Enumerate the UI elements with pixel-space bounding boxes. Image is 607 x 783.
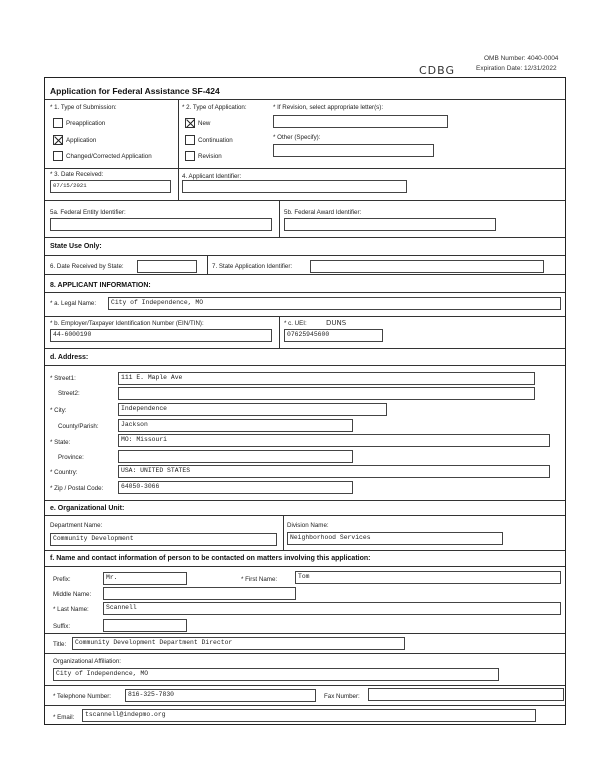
checkbox-application[interactable] bbox=[53, 135, 63, 145]
department-field[interactable]: Community Development bbox=[50, 533, 277, 546]
federal-entity-label: 5a. Federal Entity Identifier: bbox=[50, 209, 126, 216]
state-field[interactable]: MO: Missouri bbox=[118, 434, 550, 447]
form-title: Application for Federal Assistance SF-424 bbox=[50, 86, 220, 96]
other-specify-label: * Other (Specify): bbox=[273, 134, 321, 141]
checkbox-continuation[interactable] bbox=[185, 135, 195, 145]
county-label: County/Parish: bbox=[58, 423, 99, 430]
street2-label: Street2: bbox=[58, 390, 80, 397]
last-name-field[interactable]: Scannell bbox=[103, 602, 561, 615]
province-label: Province: bbox=[58, 454, 84, 461]
checkbox-changed-corrected[interactable] bbox=[53, 151, 63, 161]
option-preapplication: Preapplication bbox=[66, 120, 106, 127]
street1-label: * Street1: bbox=[50, 375, 76, 382]
street2-field[interactable] bbox=[118, 387, 535, 400]
omb-number: OMB Number: 4040-0004 bbox=[484, 55, 559, 62]
fax-field[interactable] bbox=[368, 688, 564, 701]
zip-label: * Zip / Postal Code: bbox=[50, 485, 104, 492]
legal-name-field[interactable]: City of Independence, MO bbox=[108, 297, 561, 310]
city-field[interactable]: Independence bbox=[118, 403, 387, 416]
federal-award-field[interactable] bbox=[284, 218, 496, 231]
uei-field[interactable]: 07625945600 bbox=[284, 329, 383, 342]
state-label: * State: bbox=[50, 439, 71, 446]
expiration-date: Expiration Date: 12/31/2022 bbox=[476, 65, 557, 72]
date-by-state-label: 6. Date Received by State: bbox=[50, 263, 124, 270]
application-type-label: * 2. Type of Application: bbox=[182, 104, 247, 111]
applicant-info-heading: 8. APPLICANT INFORMATION: bbox=[50, 282, 151, 289]
title-label: Title: bbox=[53, 641, 67, 648]
handwritten-note: CDBG bbox=[419, 64, 456, 77]
option-continuation: Continuation bbox=[198, 137, 233, 144]
applicant-identifier-label: 4. Applicant Identifier: bbox=[182, 173, 242, 180]
affiliation-field[interactable]: City of Independence, MO bbox=[53, 668, 499, 681]
ein-label: * b. Employer/Taxpayer Identification Number (EIN/TIN): bbox=[50, 320, 204, 327]
department-label: Department Name: bbox=[50, 522, 103, 529]
checkbox-revision[interactable] bbox=[185, 151, 195, 161]
applicant-identifier-field[interactable] bbox=[182, 180, 407, 193]
first-name-label: * First Name: bbox=[241, 576, 278, 583]
prefix-label: Prefix: bbox=[53, 576, 71, 583]
ein-field[interactable]: 44-6000190 bbox=[50, 329, 272, 342]
checkbox-new[interactable] bbox=[185, 118, 195, 128]
fax-label: Fax Number: bbox=[324, 693, 360, 700]
date-received-field[interactable]: 07/15/2021 bbox=[50, 180, 171, 193]
country-label: * Country: bbox=[50, 469, 78, 476]
division-field[interactable]: Neighborhood Services bbox=[287, 532, 503, 545]
middle-name-label: Middle Name: bbox=[53, 591, 92, 598]
federal-award-label: 5b. Federal Award Identifier: bbox=[284, 209, 362, 216]
revision-letter-field[interactable] bbox=[273, 115, 448, 128]
uei-handwritten-note: DUNS bbox=[326, 319, 347, 327]
zip-field[interactable]: 64050-3066 bbox=[118, 481, 353, 494]
uei-label: * c. UEI: bbox=[284, 320, 307, 327]
last-name-label: * Last Name: bbox=[53, 606, 89, 613]
option-application: Application bbox=[66, 137, 97, 144]
federal-entity-field[interactable] bbox=[50, 218, 272, 231]
county-field[interactable]: Jackson bbox=[118, 419, 353, 432]
option-revision: Revision bbox=[198, 153, 222, 160]
province-field[interactable] bbox=[118, 450, 353, 463]
suffix-field[interactable] bbox=[103, 619, 187, 632]
state-use-heading: State Use Only: bbox=[50, 243, 102, 250]
option-new: New bbox=[198, 120, 211, 127]
state-app-id-label: 7. State Application Identifier: bbox=[212, 263, 293, 270]
phone-field[interactable]: 816-325-7830 bbox=[125, 689, 316, 702]
division-label: Division Name: bbox=[287, 522, 329, 529]
street1-field[interactable]: 111 E. Maple Ave bbox=[118, 372, 535, 385]
option-changed-corrected: Changed/Corrected Application bbox=[66, 153, 152, 160]
middle-name-field[interactable] bbox=[103, 587, 296, 600]
revision-letter-label: * If Revision, select appropriate letter(s): bbox=[273, 104, 384, 111]
legal-name-label: * a. Legal Name: bbox=[50, 300, 97, 307]
org-unit-heading: e. Organizational Unit: bbox=[50, 505, 125, 512]
sf424-form bbox=[44, 77, 566, 725]
date-by-state-field[interactable] bbox=[137, 260, 197, 273]
city-label: * City: bbox=[50, 407, 67, 414]
submission-type-label: * 1. Type of Submission: bbox=[50, 104, 117, 111]
country-field[interactable]: USA: UNITED STATES bbox=[118, 465, 550, 478]
affiliation-label: Organizational Affiliation: bbox=[53, 658, 121, 665]
phone-label: * Telephone Number: bbox=[53, 693, 112, 700]
prefix-field[interactable]: Mr. bbox=[103, 572, 187, 585]
address-heading: d. Address: bbox=[50, 354, 89, 361]
email-field[interactable]: tscannell@indepmo.org bbox=[82, 709, 536, 722]
state-app-id-field[interactable] bbox=[310, 260, 544, 273]
checkbox-preapplication[interactable] bbox=[53, 118, 63, 128]
email-label: * Email: bbox=[53, 714, 75, 721]
contact-heading: f. Name and contact information of person to be contacted on matters involving this application: bbox=[50, 555, 371, 562]
date-received-label: * 3. Date Received: bbox=[50, 171, 104, 178]
other-specify-field[interactable] bbox=[273, 144, 434, 157]
title-field[interactable]: Community Development Department Director bbox=[72, 637, 405, 650]
suffix-label: Suffix: bbox=[53, 623, 71, 630]
first-name-field[interactable]: Tom bbox=[295, 571, 561, 584]
